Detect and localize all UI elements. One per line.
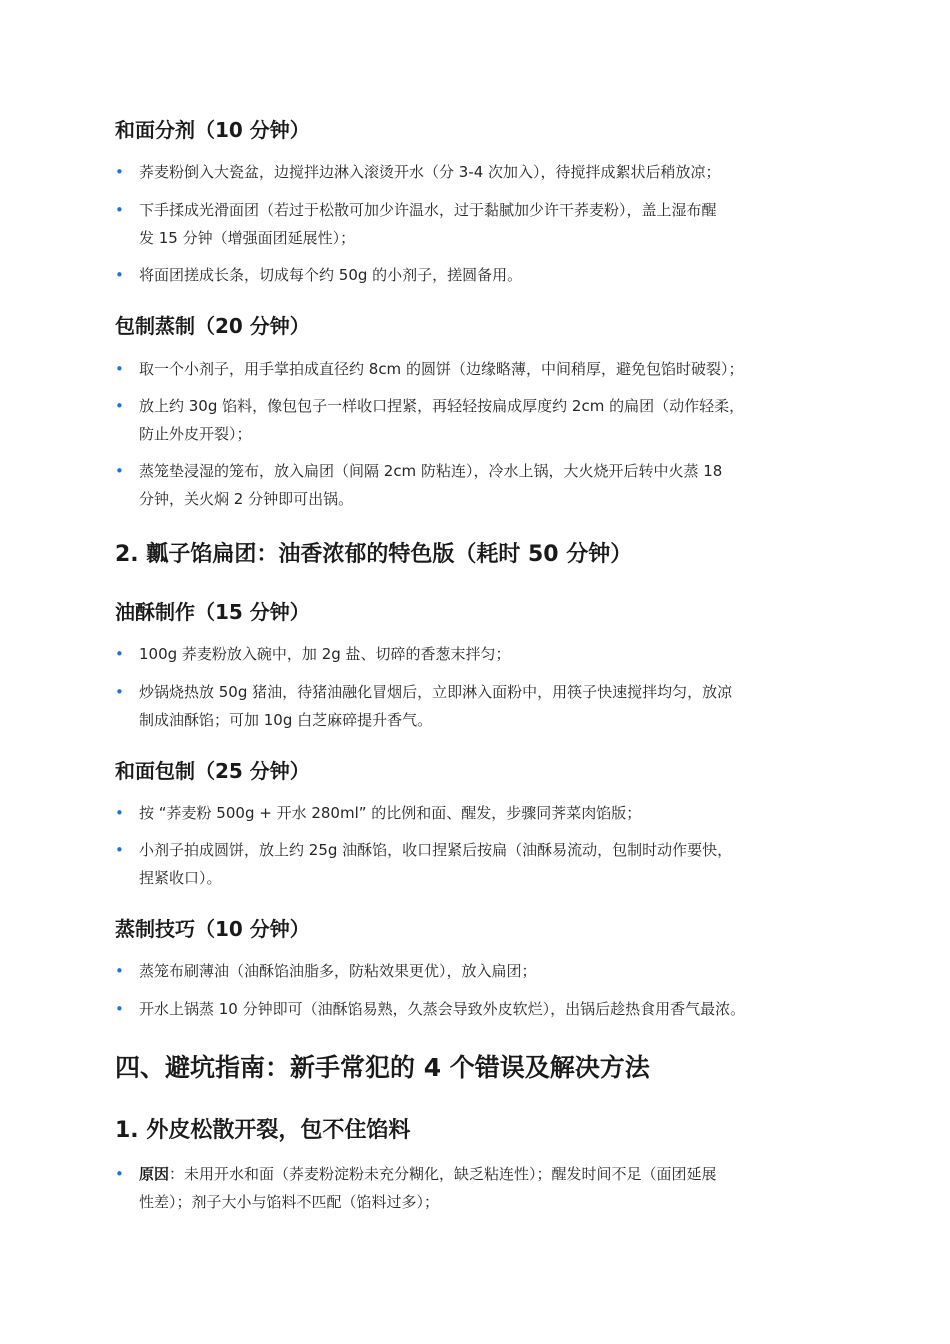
bullet-icon: • (115, 841, 124, 859)
bullet-icon: • (115, 1165, 124, 1183)
list-item-text: 捏紧收口）。 (139, 869, 222, 887)
list-item-text: 性差）；剂子大小与馅料不匹配（馅料过多）； (139, 1193, 440, 1211)
bullet-icon: • (115, 645, 124, 663)
list-item-text: 开水上锅蒸 10 分钟即可（油酥馅易熟，久蒸会导致外皮软烂），出锅后趁热食用香气最浓。 (139, 1000, 746, 1018)
list-item (115, 457, 850, 513)
bullet-icon: • (115, 201, 124, 219)
list-item-text: 蒸笼垫浸湿的笼布，放入扁团（间隔 2cm 防粘连），冷水上锅，大火烧开后转中火蒸 18 (139, 462, 723, 480)
section-heading-wrap-steam: 包制蒸制（20 分钟） (115, 314, 310, 338)
section-heading-oil-pastry: 油酥制作（15 分钟） (115, 600, 310, 624)
list-item-text: 按 “荞麦粉 500g + 开水 280ml” 的比例和面、醒发，步骤同荠菜肉馅版； (139, 804, 642, 822)
list-item-text (139, 1160, 850, 1188)
bullet-icon: • (115, 163, 124, 181)
list-item-text: 小剂子拍成圆饼，放上约 25g 油酥馅，收口捏紧后按扁（油酥易流动，包制时动作要快， (139, 841, 733, 859)
list-item (115, 836, 850, 892)
section-heading-oil-pastry-variant: 2. 瓤子馅扁团：油香浓郁的特色版（耗时 50 分钟） (115, 542, 633, 567)
section-heading-knead-wrap: 和面包制（25 分钟） (115, 759, 310, 783)
section-heading-steam-tips: 蒸制技巧（10 分钟） (115, 917, 310, 941)
bullet-icon: • (115, 804, 124, 822)
cause-text: ：未用开水和面（荞麦粉淀粉未充分糊化，缺乏粘连性）；醒发时间不足（面团延展 (169, 1165, 717, 1183)
list-item (115, 392, 850, 448)
list-item (115, 678, 850, 734)
list-item (115, 355, 850, 383)
bullet-icon: • (115, 266, 124, 284)
list-item-text: 防止外皮开裂）； (139, 425, 252, 443)
bullet-icon: • (115, 962, 124, 980)
list-item (115, 995, 850, 1023)
list-item-text: 取一个小剂子，用手掌拍成直径约 8cm 的圆饼（边缘略薄，中间稍厚，避免包馅时破裂）； (139, 360, 744, 378)
list-item-text: 荞麦粉倒入大瓷盆，边搅拌边淋入滚烫开水（分 3-4 次加入），待搅拌成絮状后稍放凉； (139, 163, 721, 181)
list-item-text: 分钟，关火焖 2 分钟即可出锅。 (139, 490, 354, 508)
section-heading-crust-cracking: 1. 外皮松散开裂，包不住馅料 (115, 1118, 411, 1143)
list-item-text: 下手揉成光滑面团（若过于松散可加少许温水，过于黏腻加少许干荞麦粉），盖上湿布醒 (139, 201, 717, 219)
list-item-text: 制成油酥馅；可加 10g 白芝麻碎提升香气。 (139, 711, 433, 729)
bullet-icon: • (115, 397, 124, 415)
list-item-text: 发 15 分钟（增强面团延展性）； (139, 229, 356, 247)
list-item (115, 640, 850, 668)
list-item-text: 100g 荞麦粉放入碗中，加 2g 盐、切碎的香葱末拌匀； (139, 645, 511, 663)
list-item-text: 炒锅烧热放 50g 猪油，待猪油融化冒烟后，立即淋入面粉中，用筷子快速搅拌均匀，放凉 (139, 683, 733, 701)
list-item-text: 蒸笼布刷薄油（油酥馅油脂多，防粘效果更优），放入扁团； (139, 962, 537, 980)
bullet-icon: • (115, 462, 124, 480)
section-heading-dough: 和面分剂（10 分钟） (115, 118, 310, 142)
bullet-icon: • (115, 683, 124, 701)
list-item (115, 1160, 850, 1216)
list-item (115, 799, 850, 827)
list-item (115, 158, 850, 186)
list-item-text: 将面团搓成长条，切成每个约 50g 的小剂子，搓圆备用。 (139, 266, 523, 284)
bullet-icon: • (115, 360, 124, 378)
bullet-icon: • (115, 1000, 124, 1018)
list-item-text: 放上约 30g 馅料，像包包子一样收口捏紧，再轻轻按扁成厚度约 2cm 的扁团（动作轻柔， (139, 397, 745, 415)
list-item (115, 261, 850, 289)
list-item (115, 196, 850, 252)
list-item (115, 957, 850, 985)
section-heading-pitfall-guide: 四、避坑指南：新手常犯的 4 个错误及解决方法 (115, 1053, 650, 1082)
cause-label: 原因 (139, 1165, 170, 1183)
